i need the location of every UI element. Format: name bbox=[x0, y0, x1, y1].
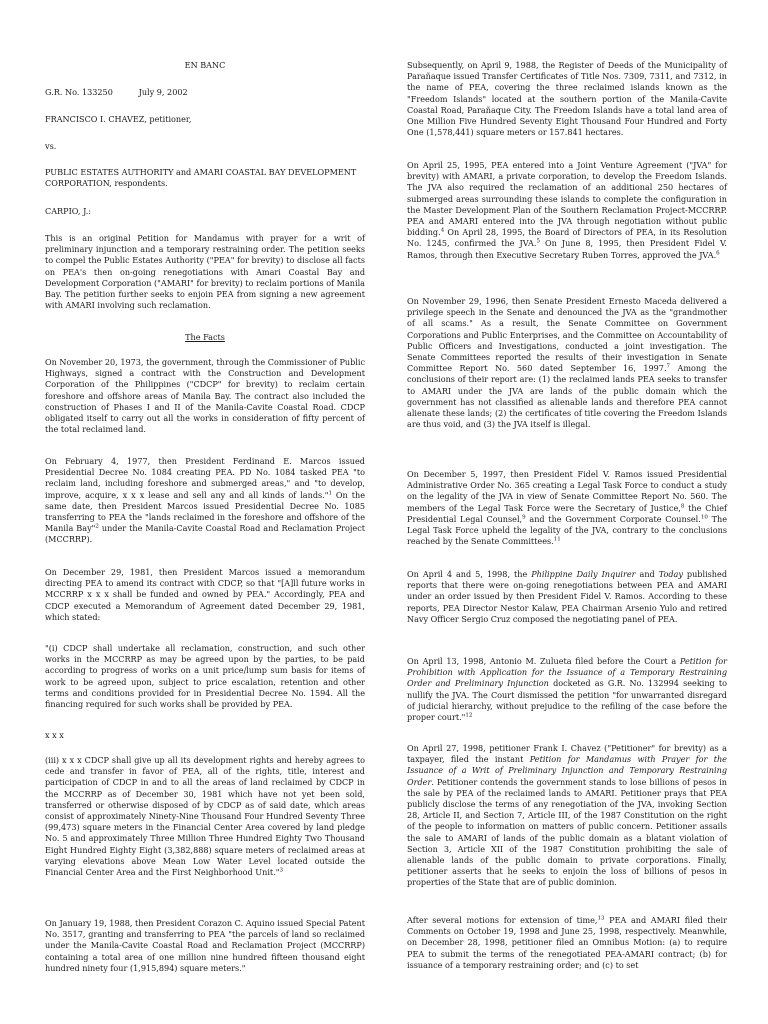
versus-line: vs. bbox=[45, 141, 57, 151]
quote-item-iii: (iii) x x x CDCP shall give up all its development rights and hereby agrees to cede and transfer in favor of PEA, all of the rights, title, interest and participation of CDCP in and to all the areas of land reclaimed by CDCP in the MCCRRP as of December 30, 1981 which have not yet been sold, transferred or otherwise disposed of by CDCP as of said date, which areas consist of approximately Ninety-Nine Thousand Four Hundred Seventy Three (99,473) square meters in the Financial Center Area covered by land pledge No. 5 and approximately Three Million Three Hundred Eighty Two Thousand Eight Hundred Eighty Eight (3,382,888) square meters of reclaimed areas at varying elevations above Mean Low Water Level located outside the Financial Center Area and the First Neighborhood Unit."$^3$ bbox=[45, 755, 365, 878]
footnote-ref[interactable]: 1 bbox=[328, 489, 332, 496]
quote-item-i: "(i) CDCP shall undertake all reclamation, construction, and such other works in the MCCRRP as may be agreed upon by the parties, to be paid according to progress of works on a unit price/lump sum basis for items of work to be agreed upon, subject to price escalation, retention and other terms and conditions provided for in Presidential Decree No. 1594. All the financing required for such works shall be provided by PEA. bbox=[45, 643, 365, 710]
paragraph-1981: On December 29, 1981, then President Marcos issued a memorandum directing PEA to amend its contract with CDCP, so that "[A]ll future works in MCCRRP x x x shall be funded and owned by PEA." Accordingly, PEA and CDCP executed a Memorandum of Agreement dated December 29, 1981, which stated: bbox=[45, 567, 365, 622]
respondents-line: PUBLIC ESTATES AUTHORITY and AMARI COASTAL BAY DEVELOPMENT CORPORATION, respondents. bbox=[45, 167, 357, 189]
footnote-ref[interactable]: 13 bbox=[597, 915, 605, 922]
facts-heading: The Facts bbox=[185, 332, 225, 342]
paragraph-april-1995: On April 25, 1995, PEA entered into a Joint Venture Agreement ("JVA" for brevity) with AMARI, a private corporation, to develop the Freedom Islands. The JVA also required the reclamation of an additional 250 hectares of submerged areas surrounding these islands to complete the configuration in the Master Development Plan of the Southern Reclamation Project-MCCRRP. PEA and AMARI entered into the JVA through negotiation without public bidding.$^4$ On April 28, 1995, the Board of Directors of PEA, in its Resolution No. 1245, confirmed the JVA.$^5$ On June 8, 1995, then President Fidel V. Ramos, through then Executive Secretary Ruben Torres, approved the JVA.$^6$ bbox=[407, 160, 727, 260]
paragraph-1988: On January 19, 1988, then President Corazon C. Aquino issued Special Patent No. 3517, granting and transferring to PEA "the parcels of land so reclaimed under the Manila-Cavite Coastal Road and Reclamation Project (MCCRRP) containing a total area of one million nine hundred fifteen thousand eight hundred ninety four (1,915,894) square meters." bbox=[45, 918, 365, 973]
petitioner-line: FRANCISCO I. CHAVEZ, petitioner, bbox=[45, 114, 192, 124]
ellipsis-marker: x x x bbox=[45, 730, 64, 740]
footnote-ref[interactable]: 7 bbox=[666, 363, 671, 370]
footnote-ref[interactable]: 12 bbox=[465, 712, 473, 719]
footnote-ref[interactable]: 8 bbox=[680, 502, 685, 509]
paragraph-november-1996: On November 29, 1996, then Senate President Ernesto Maceda delivered a privilege speech in the Senate and denounced the JVA as the "grandmother of all scams." As a result, the Senate Committee on Government Corporations and Public Enterprises, and the Committee on Accountability of Public Officers and Investigations, conducted a joint investigation. The Senate Committees reported the results of their investigation in Senate Committee Report No. 560 dated September 16, 1997.$^7$ Among the conclusions of their report are: (1) the reclaimed lands PEA seeks to transfer to AMARI under the JVA are lands of the public domain which the government has not classified as alienable lands and therefore PEA cannot alienate these lands; (2) the certificates of title covering the Freedom Islands are thus void, and (3) the JVA itself is illegal. bbox=[407, 296, 728, 430]
paragraph-1977: On February 4, 1977, then President Ferdinand E. Marcos issued Presidential Decree No. 1084 creating PEA. PD No. 1084 tasked PEA "to reclaim land, including foreshore and submerged areas," and "to develop, improve, acquire, x x x lease and sell any and all kinds of lands."$^1$ On the same date, then President Marcos issued Presidential Decree No. 1085 transferring to PEA the "lands reclaimed in the foreshore and offshore of the Manila Bay"$^2$ under the Manila-Cavite Coastal Road and Reclamation Project (MCCRRP). bbox=[45, 456, 365, 545]
paragraph-april-1988: Subsequently, on April 9, 1988, the Register of Deeds of the Municipality of Parañaque issued Transfer Certificates of Title Nos. 7309, 7311, and 7312, in the name of PEA, covering the three reclaimed islands known as the "Freedom Islands" located at the southern portion of the Manila-Cavite Coastal Road, Parañaque City. The Freedom Islands have a total land area of One Million Five Hundred Seventy Eight Thousand Four Hundred and Forty One (1,578,441) square meters or 157.841 hectares. bbox=[407, 60, 727, 138]
case-number-line: G.R. No. 133250 July 9, 2002 bbox=[45, 87, 188, 97]
paragraph-april-13-1998: On April 13, 1998, Antonio M. Zulueta filed before the Court a Petition for Prohibition with Application for the Issuance of a Temporary Restraining Order and Preliminary Injunction docketed as G.R. No. 132994 seeking to nullify the JVA. The Court dismissed the petition "for unwarranted disregard of judicial hierarchy, without prejudice to the refiling of the case before the proper court."$^{12}$ bbox=[407, 656, 727, 723]
footnote-ref[interactable]: 6 bbox=[716, 249, 720, 256]
paragraph-april-27-1998: On April 27, 1998, petitioner Frank I. Chavez ("Petitioner" for brevity) as a taxpayer, filed the instant Petition for Mandamus with Prayer for the Issuance of a Writ of Preliminary Injunction and Temporary Restraining Order. Petitioner contends the government stands to lose billions of pesos in the sale by PEA of the reclaimed lands to AMARI. Petitioner prays that PEA publicly disclose the terms of any renegotiation of the JVA, invoking Section 28, Article II, and Section 7, Article III, of the 1987 Constitution on the right of the people to information on matters of public concern. Petitioner assails the sale to AMARI of lands of the public domain as a blatant violation of Section 3, Article XII of the 1987 Constitution prohibiting the sale of alienable lands of the public domain to private corporations. Finally, petitioner asserts that he seeks to enjoin the loss of billions of pesos in properties of the State that are of public dominion. bbox=[407, 743, 727, 888]
paragraph-1973: On November 20, 1973, the government, through the Commissioner of Public Highways, signed a contract with the Construction and Development Corporation of the Philippines ("CDCP" for brevity) to reclaim certain foreshore and offshore areas of Manila Bay. The contract also included the construction of Phases I and II of the Manila-Cavite Coastal Road. CDCP obligated itself to carry out all the works in consideration of fifty percent of the total reclaimed land. bbox=[45, 357, 365, 435]
footnote-ref[interactable]: 9 bbox=[522, 514, 526, 521]
paragraph-april-1998: On April 4 and 5, 1998, the Philippine Daily Inquirer and Today published reports that there were on-going renegotiations between PEA and AMARI under an order issued by then President Fidel V. Ramos. According to these reports, PEA Director Nestor Kalaw, PEA Chairman Arsenio Yulo and retired Navy Officer Sergio Cruz composed the negotiating panel of PEA. bbox=[407, 569, 727, 624]
footnote-ref[interactable]: 4 bbox=[440, 227, 445, 234]
court-heading: EN BANC bbox=[184, 60, 226, 70]
footnote-ref[interactable]: 5 bbox=[536, 238, 540, 245]
footnote-ref[interactable]: 10 bbox=[700, 514, 708, 521]
intro-paragraph: This is an original Petition for Mandamus with prayer for a writ of preliminary injunction and a temporary restraining order. The petition seeks to compel the Public Estates Authority ("PEA" for brevity) to disclose all facts on PEA's then on-going renegotiations with Amari Coastal Bay and Development Corporation ("AMARI" for brevity) to reclaim portions of Manila Bay. The petition further seeks to enjoin PEA from signing a new agreement with AMARI involving such reclamation. bbox=[45, 233, 365, 311]
footnote-ref[interactable]: 11 bbox=[553, 536, 561, 543]
footnote-ref[interactable]: 3 bbox=[279, 867, 283, 874]
paragraph-after-motions: After several motions for extension of time,$^{13}$ PEA and AMARI filed their Comments on October 19, 1998 and June 25, 1998, respectively. Meanwhile, on December 28, 1998, petitioner filed an Omnibus Motion: (a) to require PEA to submit the terms of the renegotiated PEA-AMARI contract; (b) for issuance of a temporary restraining order; and (c) to set bbox=[407, 915, 728, 970]
paragraph-december-1997: On December 5, 1997, then President Fidel V. Ramos issued Presidential Administrative Order No. 365 creating a Legal Task Force to conduct a study on the legality of the JVA in view of Senate Committee Report No. 560. The members of the Legal Task Force were the Secretary of Justice,$^8$ the Chief Presidential Legal Counsel,$^9$ and the Government Corporate Counsel.$^{10}$ The Legal Task Force upheld the legality of the JVA, contrary to the conclusions reached by the Senate Committees.$^{11}$ bbox=[407, 469, 728, 547]
ponente-line: CARPIO, J.: bbox=[45, 206, 91, 216]
footnote-ref[interactable]: 2 bbox=[95, 523, 99, 530]
